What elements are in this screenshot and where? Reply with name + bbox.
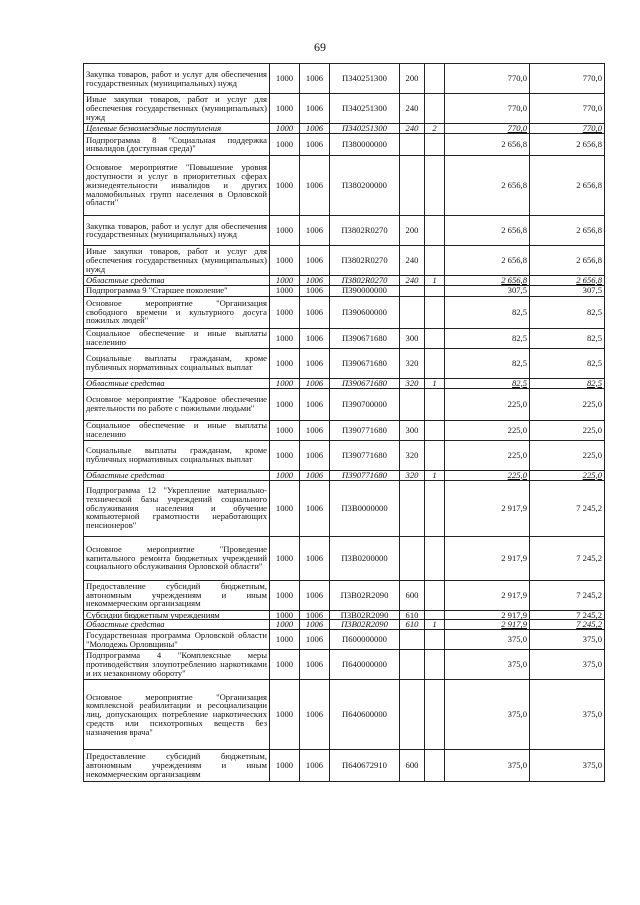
cell-target-article: П3В02R2090 xyxy=(330,620,400,630)
cell-subsection-code: 1006 xyxy=(300,610,330,620)
cell-expense-type: 240 xyxy=(400,275,425,285)
cell-subsection-code: 1006 xyxy=(300,275,330,285)
cell-subsection-code: 1006 xyxy=(300,94,330,124)
cell-name: Областные средства xyxy=(84,620,270,630)
cell-target-article: П390700000 xyxy=(330,388,400,420)
cell-expense-type: 600 xyxy=(400,580,425,610)
cell-section-code: 1000 xyxy=(270,133,300,155)
cell-source-code xyxy=(425,630,445,650)
cell-name: Государственная программа Орловской области "Молодежь Орловщины" xyxy=(84,630,270,650)
cell-amount-2: 82,5 xyxy=(530,328,605,348)
cell-section-code: 1000 xyxy=(270,420,300,440)
cell-name: Основное мероприятие "Организация свободного времени и культурного досуга пожилых людей" xyxy=(84,296,270,328)
cell-name: Закупка товаров, работ и услуг для обеспечения государственных (муниципальных) нужд xyxy=(84,64,270,94)
cell-expense-type: 300 xyxy=(400,420,425,440)
cell-expense-type: 320 xyxy=(400,440,425,470)
cell-section-code: 1000 xyxy=(270,630,300,650)
cell-amount-1: 770,0 xyxy=(445,124,530,134)
cell-amount-1: 225,0 xyxy=(445,470,530,480)
cell-target-article: П3В02R2090 xyxy=(330,610,400,620)
cell-expense-type: 200 xyxy=(400,215,425,245)
cell-source-code xyxy=(425,285,445,296)
cell-source-code xyxy=(425,245,445,275)
cell-expense-type xyxy=(400,480,425,536)
cell-subsection-code: 1006 xyxy=(300,296,330,328)
cell-amount-2: 375,0 xyxy=(530,680,605,750)
cell-target-article: П640672910 xyxy=(330,750,400,782)
cell-amount-1: 2 917,9 xyxy=(445,480,530,536)
cell-target-article: П390771680 xyxy=(330,420,400,440)
cell-amount-2: 2 656,8 xyxy=(530,155,605,215)
cell-amount-1: 375,0 xyxy=(445,750,530,782)
cell-expense-type: 610 xyxy=(400,610,425,620)
cell-source-code: 2 xyxy=(425,124,445,134)
cell-amount-1: 2 917,9 xyxy=(445,620,530,630)
cell-subsection-code: 1006 xyxy=(300,64,330,94)
cell-subsection-code: 1006 xyxy=(300,580,330,610)
cell-amount-1: 225,0 xyxy=(445,388,530,420)
table-row xyxy=(84,155,605,215)
cell-subsection-code: 1006 xyxy=(300,440,330,470)
cell-expense-type: 320 xyxy=(400,378,425,388)
table-row xyxy=(84,296,605,328)
cell-source-code xyxy=(425,155,445,215)
cell-source-code xyxy=(425,440,445,470)
cell-section-code: 1000 xyxy=(270,296,300,328)
cell-subsection-code: 1006 xyxy=(300,480,330,536)
table-row xyxy=(84,440,605,470)
cell-subsection-code: 1006 xyxy=(300,133,330,155)
cell-section-code: 1000 xyxy=(270,245,300,275)
cell-amount-1: 2 917,9 xyxy=(445,580,530,610)
cell-target-article: П390000000 xyxy=(330,285,400,296)
cell-subsection-code: 1006 xyxy=(300,378,330,388)
cell-target-article: П3В0200000 xyxy=(330,536,400,580)
cell-expense-type: 240 xyxy=(400,124,425,134)
cell-amount-2: 7 245,2 xyxy=(530,536,605,580)
table-row xyxy=(84,348,605,378)
cell-amount-1: 2 656,8 xyxy=(445,133,530,155)
cell-amount-2: 375,0 xyxy=(530,650,605,680)
cell-source-code: 1 xyxy=(425,275,445,285)
cell-target-article: П3В0000000 xyxy=(330,480,400,536)
cell-target-article: П3В02R2090 xyxy=(330,580,400,610)
table-row xyxy=(84,378,605,388)
cell-amount-2: 2 656,8 xyxy=(530,133,605,155)
cell-expense-type: 610 xyxy=(400,620,425,630)
cell-amount-2: 7 245,2 xyxy=(530,480,605,536)
cell-amount-2: 82,5 xyxy=(530,296,605,328)
table-row xyxy=(84,680,605,750)
cell-amount-1: 82,5 xyxy=(445,296,530,328)
cell-amount-1: 82,5 xyxy=(445,378,530,388)
cell-target-article: П3802R0270 xyxy=(330,275,400,285)
cell-subsection-code: 1006 xyxy=(300,536,330,580)
cell-amount-2: 770,0 xyxy=(530,94,605,124)
cell-subsection-code: 1006 xyxy=(300,215,330,245)
cell-section-code: 1000 xyxy=(270,470,300,480)
cell-source-code xyxy=(425,215,445,245)
cell-amount-1: 2 656,8 xyxy=(445,245,530,275)
cell-target-article: П340251300 xyxy=(330,94,400,124)
cell-name: Областные средства xyxy=(84,275,270,285)
cell-section-code: 1000 xyxy=(270,650,300,680)
cell-subsection-code: 1006 xyxy=(300,124,330,134)
cell-amount-1: 82,5 xyxy=(445,328,530,348)
cell-source-code xyxy=(425,133,445,155)
cell-source-code: 1 xyxy=(425,620,445,630)
cell-amount-1: 307,5 xyxy=(445,285,530,296)
cell-section-code: 1000 xyxy=(270,94,300,124)
cell-target-article: П380000000 xyxy=(330,133,400,155)
cell-source-code xyxy=(425,750,445,782)
cell-amount-1: 375,0 xyxy=(445,630,530,650)
cell-section-code: 1000 xyxy=(270,215,300,245)
cell-amount-1: 2 656,8 xyxy=(445,215,530,245)
cell-name: Иные закупки товаров, работ и услуг для обеспечения государственных (муниципальных) нужд xyxy=(84,94,270,124)
cell-source-code: 1 xyxy=(425,470,445,480)
cell-amount-2: 82,5 xyxy=(530,378,605,388)
cell-expense-type xyxy=(400,155,425,215)
table-row xyxy=(84,480,605,536)
cell-section-code: 1000 xyxy=(270,64,300,94)
cell-expense-type xyxy=(400,630,425,650)
table-row xyxy=(84,630,605,650)
cell-subsection-code: 1006 xyxy=(300,630,330,650)
cell-expense-type: 240 xyxy=(400,245,425,275)
cell-subsection-code: 1006 xyxy=(300,348,330,378)
cell-target-article: П390671680 xyxy=(330,378,400,388)
cell-target-article: П390600000 xyxy=(330,296,400,328)
cell-target-article: П390771680 xyxy=(330,440,400,470)
cell-source-code xyxy=(425,64,445,94)
cell-name: Иные закупки товаров, работ и услуг для обеспечения государственных (муниципальных) нужд xyxy=(84,245,270,275)
cell-name: Основное мероприятие "Организация комплексной реабилитации и ресоциализации лиц, допускающих потребление наркотических средств или психотропных веществ без назначения врача" xyxy=(84,680,270,750)
cell-subsection-code: 1006 xyxy=(300,285,330,296)
table-row xyxy=(84,94,605,124)
cell-amount-1: 2 917,9 xyxy=(445,610,530,620)
table-row xyxy=(84,275,605,285)
cell-name: Подпрограмма 12 "Укрепление материально-технической базы учреждений социального обслуживания населения и обучение компьютерной грамотности неработающих пенсионеров" xyxy=(84,480,270,536)
cell-amount-2: 2 656,8 xyxy=(530,245,605,275)
cell-amount-2: 770,0 xyxy=(530,124,605,134)
table-row xyxy=(84,124,605,134)
cell-section-code: 1000 xyxy=(270,155,300,215)
cell-expense-type xyxy=(400,536,425,580)
cell-target-article: П340251300 xyxy=(330,64,400,94)
cell-amount-1: 375,0 xyxy=(445,650,530,680)
cell-amount-2: 2 656,8 xyxy=(530,215,605,245)
cell-subsection-code: 1006 xyxy=(300,620,330,630)
table-row xyxy=(84,536,605,580)
cell-target-article: П390671680 xyxy=(330,348,400,378)
cell-target-article: П340251300 xyxy=(330,124,400,134)
cell-amount-1: 82,5 xyxy=(445,348,530,378)
table-row xyxy=(84,245,605,275)
table-row xyxy=(84,470,605,480)
cell-source-code xyxy=(425,536,445,580)
cell-name: Областные средства xyxy=(84,470,270,480)
cell-section-code: 1000 xyxy=(270,750,300,782)
cell-amount-2: 307,5 xyxy=(530,285,605,296)
cell-expense-type: 320 xyxy=(400,348,425,378)
budget-table xyxy=(83,63,605,782)
cell-name: Подпрограмма 4 "Комплексные меры противодействия злоупотреблению наркотиками и их незаконному обороту" xyxy=(84,650,270,680)
cell-target-article: П390771680 xyxy=(330,470,400,480)
table-row xyxy=(84,64,605,94)
cell-name: Подпрограмма 8 "Социальная поддержка инвалидов (доступная среда)" xyxy=(84,133,270,155)
table-row xyxy=(84,133,605,155)
cell-source-code xyxy=(425,610,445,620)
table-row xyxy=(84,750,605,782)
cell-expense-type: 240 xyxy=(400,94,425,124)
cell-subsection-code: 1006 xyxy=(300,388,330,420)
cell-expense-type xyxy=(400,680,425,750)
cell-amount-2: 225,0 xyxy=(530,388,605,420)
cell-subsection-code: 1006 xyxy=(300,470,330,480)
cell-expense-type: 300 xyxy=(400,328,425,348)
cell-section-code: 1000 xyxy=(270,680,300,750)
cell-source-code xyxy=(425,388,445,420)
cell-amount-1: 2 917,9 xyxy=(445,536,530,580)
cell-name: Основное мероприятие "Повышение уровня доступности и услуг в приоритетных сферах жизнедеятельности инвалидов и других маломобильных групп населения в Орловской области" xyxy=(84,155,270,215)
table-row xyxy=(84,580,605,610)
cell-section-code: 1000 xyxy=(270,124,300,134)
cell-name: Социальные выплаты гражданам, кроме публичных нормативных социальных выплат xyxy=(84,348,270,378)
cell-target-article: П640600000 xyxy=(330,680,400,750)
cell-name: Основное мероприятие "Проведение капитального ремонта бюджетных учреждений социального обслуживания Орловской области" xyxy=(84,536,270,580)
cell-expense-type xyxy=(400,296,425,328)
cell-name: Закупка товаров, работ и услуг для обеспечения государственных (муниципальных) нужд xyxy=(84,215,270,245)
cell-section-code: 1000 xyxy=(270,610,300,620)
cell-name: Областные средства xyxy=(84,378,270,388)
table-row xyxy=(84,215,605,245)
cell-name: Социальное обеспечение и иные выплаты населению xyxy=(84,420,270,440)
cell-source-code xyxy=(425,328,445,348)
page-number: 69 xyxy=(314,40,326,54)
cell-amount-1: 225,0 xyxy=(445,440,530,470)
cell-target-article: П600000000 xyxy=(330,630,400,650)
cell-subsection-code: 1006 xyxy=(300,750,330,782)
cell-name: Социальное обеспечение и иные выплаты населению xyxy=(84,328,270,348)
cell-section-code: 1000 xyxy=(270,388,300,420)
table-row xyxy=(84,610,605,620)
cell-amount-2: 82,5 xyxy=(530,348,605,378)
cell-amount-2: 225,0 xyxy=(530,440,605,470)
cell-amount-2: 2 656,8 xyxy=(530,275,605,285)
cell-section-code: 1000 xyxy=(270,285,300,296)
cell-expense-type xyxy=(400,285,425,296)
cell-subsection-code: 1006 xyxy=(300,155,330,215)
budget-table-body xyxy=(84,64,605,782)
cell-expense-type: 320 xyxy=(400,470,425,480)
cell-amount-2: 375,0 xyxy=(530,750,605,782)
cell-amount-1: 375,0 xyxy=(445,680,530,750)
cell-name: Субсидии бюджетным учреждениям xyxy=(84,610,270,620)
table-row xyxy=(84,328,605,348)
cell-expense-type xyxy=(400,650,425,680)
cell-amount-1: 770,0 xyxy=(445,94,530,124)
cell-subsection-code: 1006 xyxy=(300,328,330,348)
cell-section-code: 1000 xyxy=(270,620,300,630)
table-row xyxy=(84,620,605,630)
cell-name: Подпрограмма 9 "Старшее поколение" xyxy=(84,285,270,296)
cell-name: Предоставление субсидий бюджетным, автономным учреждениям и иным некоммерческим организациям xyxy=(84,580,270,610)
cell-section-code: 1000 xyxy=(270,328,300,348)
cell-source-code xyxy=(425,680,445,750)
cell-name: Целевые безвозмездные поступления xyxy=(84,124,270,134)
cell-amount-2: 225,0 xyxy=(530,470,605,480)
cell-name: Предоставление субсидий бюджетным, автономным учреждениям и иным некоммерческим организациям xyxy=(84,750,270,782)
cell-source-code xyxy=(425,480,445,536)
cell-target-article: П380200000 xyxy=(330,155,400,215)
table-row xyxy=(84,285,605,296)
cell-source-code xyxy=(425,420,445,440)
cell-target-article: П3802R0270 xyxy=(330,215,400,245)
cell-expense-type xyxy=(400,133,425,155)
cell-amount-1: 225,0 xyxy=(445,420,530,440)
cell-amount-1: 2 656,8 xyxy=(445,275,530,285)
cell-section-code: 1000 xyxy=(270,580,300,610)
table-row xyxy=(84,388,605,420)
cell-subsection-code: 1006 xyxy=(300,420,330,440)
cell-amount-2: 375,0 xyxy=(530,630,605,650)
cell-source-code xyxy=(425,580,445,610)
cell-section-code: 1000 xyxy=(270,536,300,580)
cell-section-code: 1000 xyxy=(270,480,300,536)
cell-name: Социальные выплаты гражданам, кроме публичных нормативных социальных выплат xyxy=(84,440,270,470)
cell-source-code xyxy=(425,94,445,124)
cell-source-code xyxy=(425,296,445,328)
cell-source-code xyxy=(425,348,445,378)
cell-subsection-code: 1006 xyxy=(300,680,330,750)
cell-expense-type: 600 xyxy=(400,750,425,782)
cell-name: Основное мероприятие "Кадровое обеспечение деятельности по работе с пожилыми людьми" xyxy=(84,388,270,420)
cell-amount-2: 7 245,2 xyxy=(530,610,605,620)
cell-source-code: 1 xyxy=(425,378,445,388)
cell-section-code: 1000 xyxy=(270,440,300,470)
table-row xyxy=(84,650,605,680)
cell-subsection-code: 1006 xyxy=(300,245,330,275)
cell-amount-2: 770,0 xyxy=(530,64,605,94)
cell-section-code: 1000 xyxy=(270,275,300,285)
cell-amount-2: 7 245,2 xyxy=(530,620,605,630)
cell-amount-1: 2 656,8 xyxy=(445,155,530,215)
cell-target-article: П390671680 xyxy=(330,328,400,348)
cell-source-code xyxy=(425,650,445,680)
cell-amount-1: 770,0 xyxy=(445,64,530,94)
cell-section-code: 1000 xyxy=(270,378,300,388)
cell-expense-type xyxy=(400,388,425,420)
cell-section-code: 1000 xyxy=(270,348,300,378)
cell-amount-2: 225,0 xyxy=(530,420,605,440)
cell-target-article: П640000000 xyxy=(330,650,400,680)
table-row xyxy=(84,420,605,440)
cell-expense-type: 200 xyxy=(400,64,425,94)
cell-target-article: П3802R0270 xyxy=(330,245,400,275)
cell-subsection-code: 1006 xyxy=(300,650,330,680)
cell-amount-2: 7 245,2 xyxy=(530,580,605,610)
